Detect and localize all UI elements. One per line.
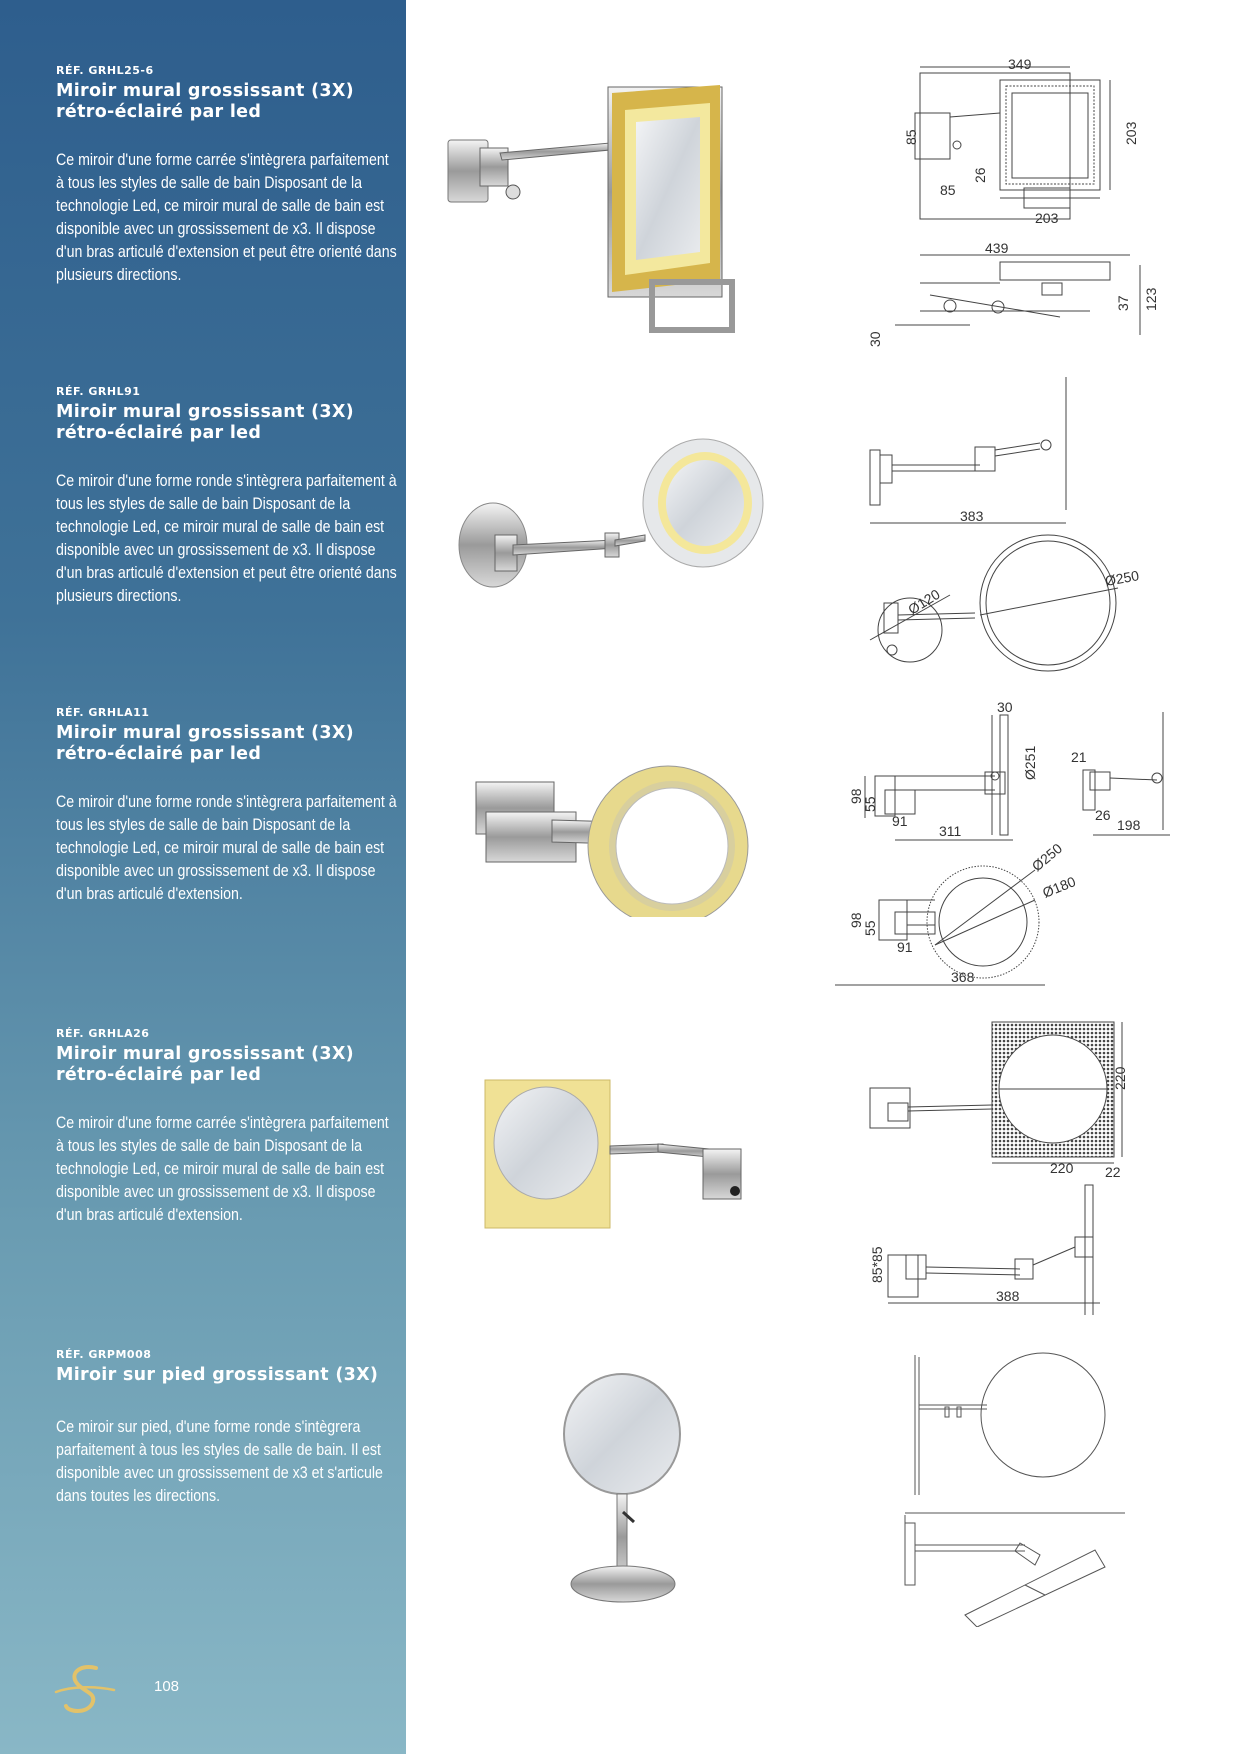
product-grhla26: [56, 1027, 396, 1227]
dim-label: 203: [1123, 121, 1139, 145]
product-photo-grhla26: [483, 1078, 763, 1230]
dim-label: Ø251: [1022, 745, 1038, 780]
dim-label: 91: [892, 813, 908, 829]
dim-label: 388: [996, 1288, 1020, 1304]
product-ref: RÉF. GRHLA26: [56, 1027, 150, 1040]
dim-label: 22: [1105, 1164, 1121, 1180]
dim-label: 311: [939, 823, 962, 839]
product-title: Miroir mural grossissant (3X) rétro-éclairé par led: [56, 81, 354, 122]
product-description: Ce miroir sur pied, d'une forme ronde s'intègrera parfaitement à tous les styles de salle de bain. Il est disponible avec un grossissement de x3 et s'articule dans toutes les directions.: [56, 1418, 383, 1505]
product-ref: RÉF. GRHL25-6: [56, 64, 154, 77]
dim-label: 85*85: [869, 1246, 885, 1283]
dim-label: 368: [951, 969, 975, 985]
product-grpm008: [56, 1348, 396, 1508]
dim-label: Ø120: [905, 585, 943, 618]
technical-drawing-grhla26: [850, 1015, 1170, 1315]
dim-label: 55: [862, 920, 878, 936]
dim-label: 37: [1115, 295, 1131, 311]
technical-drawing-grpm008: [895, 1345, 1135, 1627]
product-photo-grhl25-6: [440, 80, 780, 335]
product-description: Ce miroir d'une forme ronde s'intègrera parfaitement à tous les styles de salle de bain Disposant de la technologie Led, ce miroir mural de salle de bain est disponible avec un grossissement de x3. Il dispose d'un bras articulé d'extension et peut être orienté dans plusieurs directions.: [56, 472, 397, 605]
dim-label: 349: [1008, 56, 1032, 72]
technical-drawing-grhl25-6: [850, 55, 1170, 355]
product-description: Ce miroir d'une forme ronde s'intègrera parfaitement à tous les styles de salle de bain Disposant de la technologie Led, ce miroir mural de salle de bain est disponible avec un grossissement de x3. Il dispose d'un bras articulé d'extension.: [56, 793, 397, 903]
product-photo-grpm008: [560, 1372, 690, 1604]
product-ref: RÉF. GRPM008: [56, 1348, 152, 1361]
dim-label: 26: [1095, 807, 1111, 823]
product-title: Miroir mural grossissant (3X) rétro-éclairé par led: [56, 402, 354, 443]
brand-logo-icon: [52, 1662, 118, 1718]
dim-label: Ø250: [1028, 840, 1066, 875]
dim-label: 198: [1117, 817, 1141, 833]
product-title: Miroir sur pied grossissant (3X): [56, 1365, 379, 1385]
dim-label: 383: [960, 508, 984, 524]
product-title: Miroir mural grossissant (3X) rétro-éclairé par led: [56, 723, 354, 764]
dim-label: 203: [1035, 210, 1059, 226]
dim-label: 26: [972, 167, 988, 183]
dim-label: 30: [997, 700, 1013, 715]
dim-label: 220: [1112, 1066, 1128, 1090]
dim-label: Ø250: [1103, 567, 1141, 589]
product-description: Ce miroir d'une forme carrée s'intègrera parfaitement à tous les styles de salle de bain Disposant de la technologie Led, ce miroir mural de salle de bain est disponible avec un grossissement de x3. Il dispose d'un bras articulé d'extension.: [56, 1114, 389, 1224]
product-ref: RÉF. GRHL91: [56, 385, 141, 398]
dim-label: 98: [848, 912, 864, 928]
dim-label: 55: [862, 796, 878, 812]
product-grhla11: [56, 706, 396, 906]
dim-label: 85: [903, 129, 919, 145]
dim-label: 30: [867, 331, 883, 347]
technical-drawing-grhla11: [835, 700, 1175, 990]
dim-label: 85: [940, 182, 956, 198]
product-photo-grhla11: [472, 762, 782, 917]
product-photo-grhl91: [455, 425, 775, 600]
dim-label: 220: [1050, 1160, 1074, 1176]
dim-label: 21: [1071, 749, 1087, 765]
product-title: Miroir mural grossissant (3X) rétro-éclairé par led: [56, 1044, 354, 1085]
technical-drawing-grhl91: [850, 375, 1170, 680]
product-grhl91: [56, 385, 396, 608]
product-grhl25-6: [56, 64, 396, 287]
dim-label: 439: [985, 240, 1009, 256]
dim-label: 123: [1143, 287, 1159, 311]
product-ref: RÉF. GRHLA11: [56, 706, 150, 719]
page-number: 108: [154, 1678, 180, 1695]
dim-label: Ø180: [1040, 873, 1078, 901]
dim-label: 98: [848, 788, 864, 804]
dim-label: 91: [897, 939, 913, 955]
product-description: Ce miroir d'une forme carrée s'intègrera parfaitement à tous les styles de salle de bain Disposant de la technologie Led, ce miroir mural de salle de bain est disponible avec un grossissement de x3. Il dispose d'un bras articulé d'extension et peut être orienté dans plusieurs directions.: [56, 151, 397, 284]
